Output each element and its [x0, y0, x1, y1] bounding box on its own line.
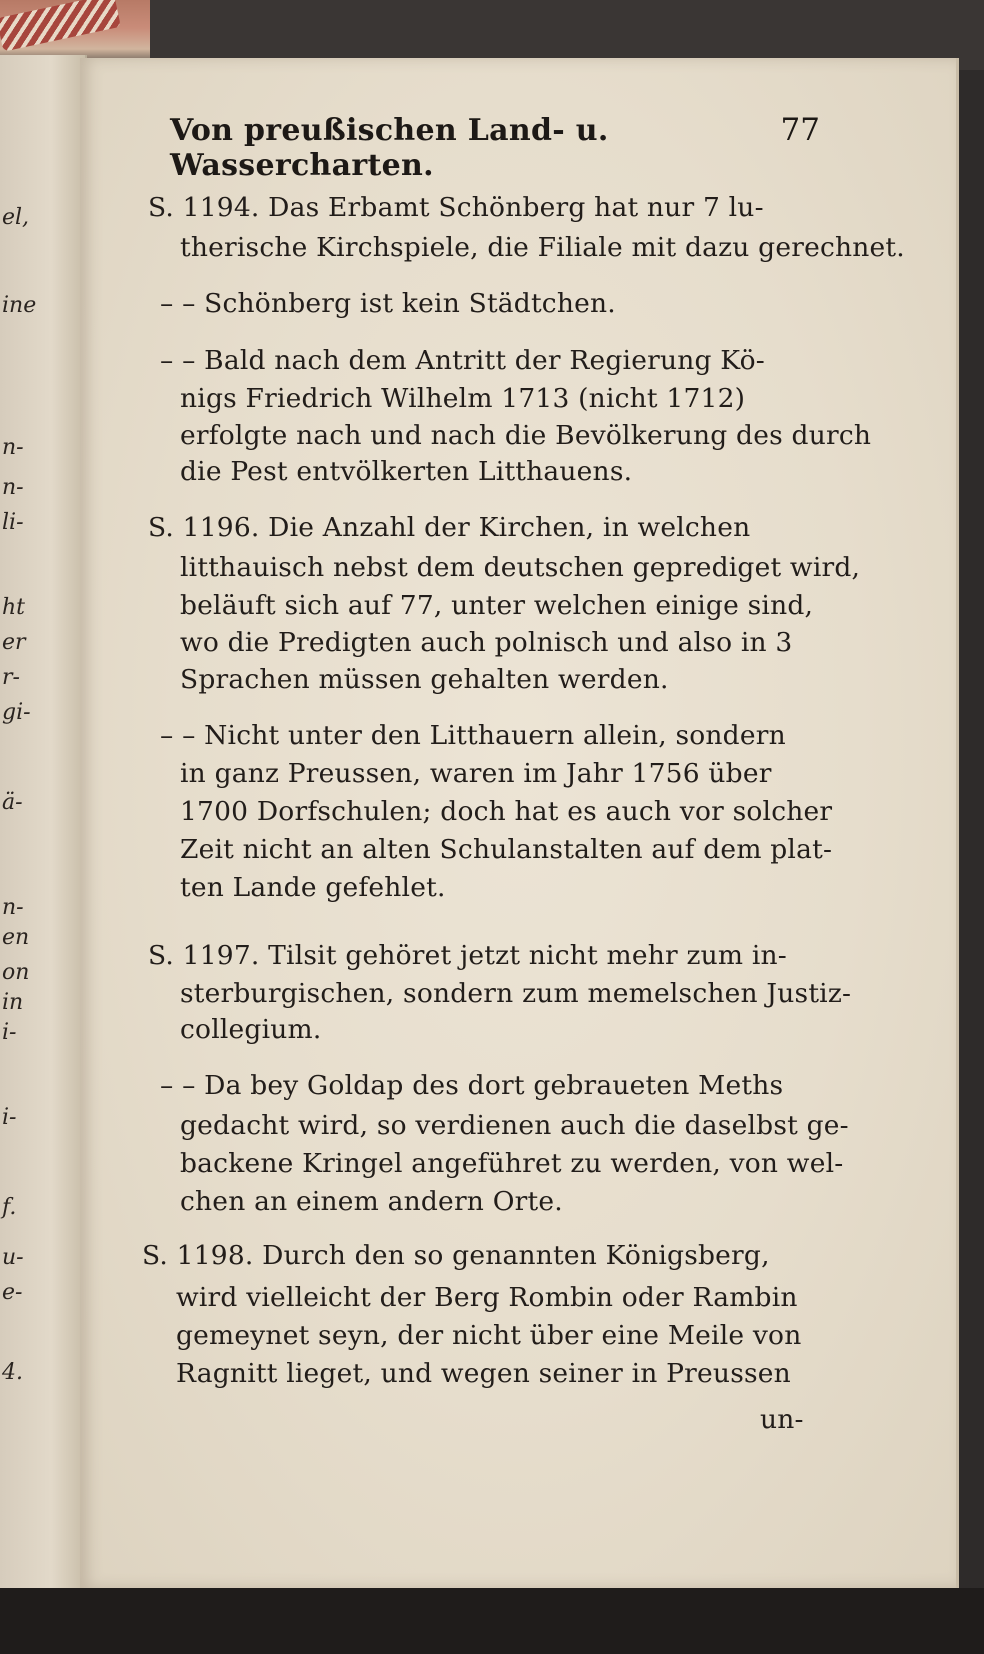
- left-fragment: n-: [2, 475, 24, 500]
- left-fragment: ht: [2, 595, 26, 620]
- text-line: Sprachen müssen gehalten werden.: [180, 664, 669, 695]
- left-fragment: 4.: [2, 1360, 23, 1385]
- page-number: 77: [780, 112, 820, 148]
- left-fragment: n-: [2, 435, 24, 460]
- left-fragment: ine: [2, 293, 37, 318]
- text-line: – – Da bey Goldap des dort gebraueten Meths: [160, 1070, 784, 1101]
- text-line: Zeit nicht an alten Schulanstalten auf dem plat-: [180, 834, 833, 865]
- text-line: nigs Friedrich Wilhelm 1713 (nicht 1712): [180, 383, 746, 414]
- text-line: collegium.: [180, 1014, 322, 1045]
- running-header: [170, 112, 820, 183]
- left-page-edge: [0, 55, 87, 1595]
- header-title: Von preußischen Land- u. Wassercharten.: [170, 113, 609, 183]
- left-fragment: r-: [2, 665, 20, 690]
- text-line: 1700 Dorfschulen; doch hat es auch vor solcher: [180, 796, 833, 827]
- text-line: sterburgischen, sondern zum memelschen Justiz-: [180, 978, 852, 1009]
- left-fragment: n-: [2, 895, 24, 920]
- left-fragment: f.: [2, 1195, 17, 1220]
- text-line: – – Schönberg ist kein Städtchen.: [160, 288, 616, 319]
- text-line: – – Bald nach dem Antritt der Regierung Kö-: [160, 345, 765, 376]
- text-line: wird vielleicht der Berg Rombin oder Rambin: [176, 1282, 798, 1313]
- text-line: beläuft sich auf 77, unter welchen einige sind,: [180, 590, 814, 621]
- text-line: die Pest entvölkerten Litthauens.: [180, 456, 633, 487]
- left-fragment: in: [2, 990, 24, 1015]
- left-fragment: er: [2, 630, 26, 655]
- left-fragment: en: [2, 925, 30, 950]
- text-line: S. 1196. Die Anzahl der Kirchen, in welchen: [148, 512, 751, 543]
- left-fragment: i-: [2, 1105, 17, 1130]
- text-line: wo die Predigten auch polnisch und also in 3: [180, 627, 793, 658]
- text-line: litthauisch nebst dem deutschen geprediget wird,: [180, 552, 861, 583]
- text-line: gemeynet seyn, der nicht über eine Meile von: [176, 1320, 802, 1351]
- text-line: ten Lande gefehlet.: [180, 872, 446, 903]
- left-fragment: u-: [2, 1245, 24, 1270]
- text-line: S. 1197. Tilsit gehöret jetzt nicht mehr zum in-: [148, 940, 787, 971]
- background-bottom: [0, 1588, 984, 1654]
- text-line: S. 1194. Das Erbamt Schönberg hat nur 7 lu-: [148, 192, 764, 223]
- left-fragment: ä-: [2, 790, 23, 815]
- left-fragment: gi-: [2, 700, 31, 725]
- catchword: un-: [760, 1404, 804, 1435]
- left-fragment: i-: [2, 1020, 17, 1045]
- left-fragment: li-: [2, 510, 24, 535]
- left-fragment: e-: [2, 1280, 23, 1305]
- left-fragment: el,: [2, 205, 30, 230]
- left-fragment: on: [2, 960, 30, 985]
- text-line: chen an einem andern Orte.: [180, 1186, 563, 1217]
- text-line: therische Kirchspiele, die Filiale mit dazu gerechnet.: [180, 232, 905, 263]
- text-line: erfolgte nach und nach die Bevölkerung des durch: [180, 420, 872, 451]
- text-line: backene Kringel angeführet zu werden, von wel-: [180, 1148, 844, 1179]
- ribbon-band: [0, 0, 121, 52]
- text-line: in ganz Preussen, waren im Jahr 1756 über: [180, 758, 772, 789]
- text-line: gedacht wird, so verdienen auch die daselbst ge-: [180, 1110, 849, 1141]
- text-line: S. 1198. Durch den so genannten Königsberg,: [142, 1240, 770, 1271]
- text-line: Ragnitt lieget, und wegen seiner in Preussen: [176, 1358, 791, 1389]
- text-line: – – Nicht unter den Litthauern allein, sondern: [160, 720, 786, 751]
